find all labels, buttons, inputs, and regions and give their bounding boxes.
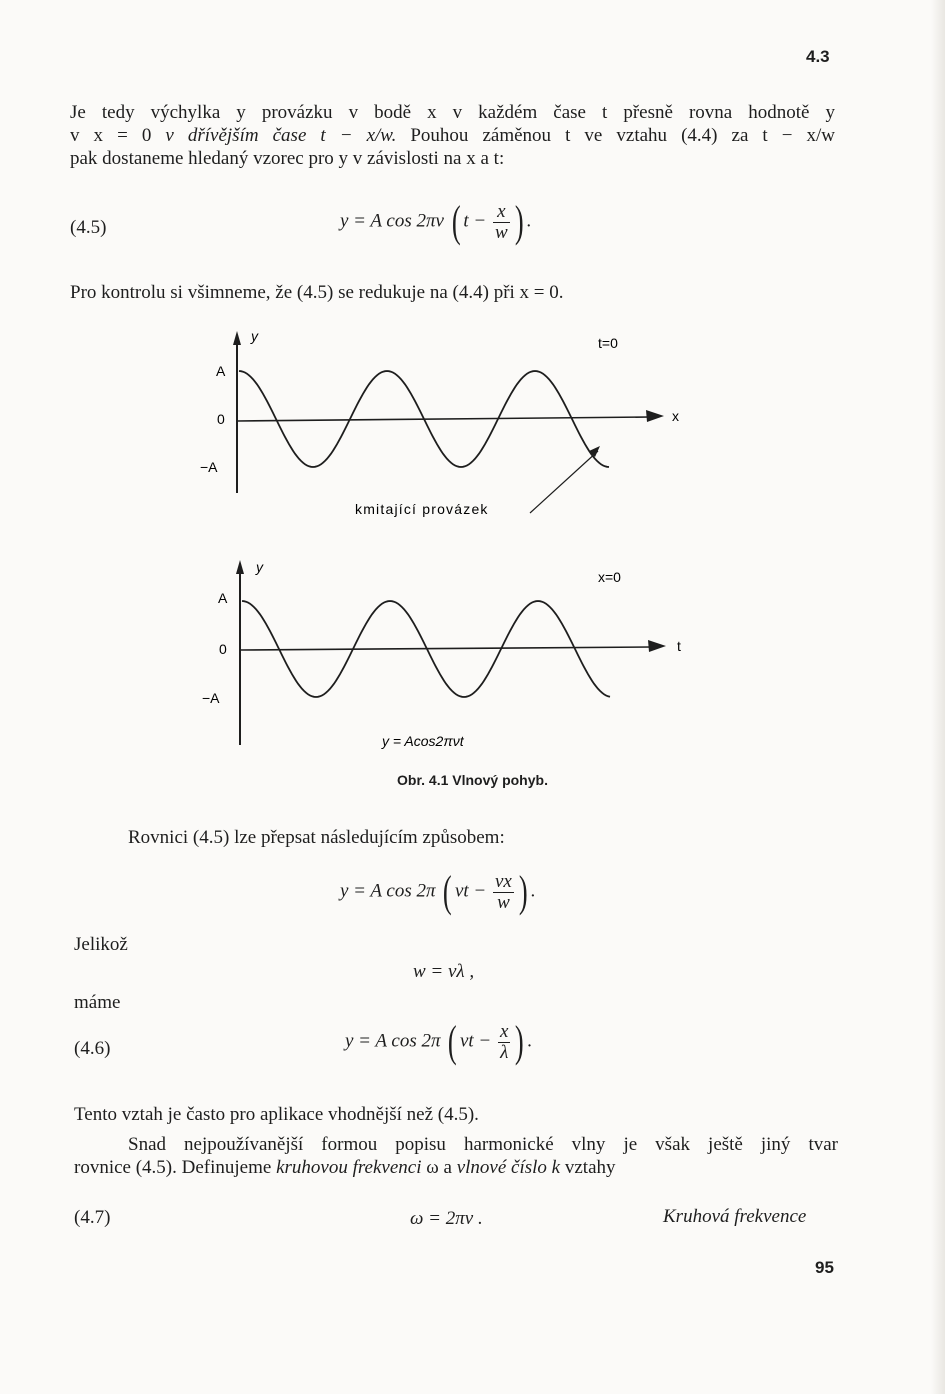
equation-4-6-lhs: y = A cos 2π: [345, 1030, 441, 1052]
equation-number-4-5: (4.5): [70, 217, 107, 238]
equation-number-4-7: (4.7): [74, 1207, 111, 1228]
fig2-formula: y = Acos2πνt: [382, 733, 464, 749]
term-vlnove-cislo: vlnové číslo k: [456, 1157, 561, 1178]
equation-rewritten-paren-close: ): [518, 867, 528, 916]
fig2-tick-minus-A: −A: [202, 690, 220, 706]
paragraph-1-line-2-italic: v dřívějším čase t − x/w.: [165, 125, 397, 146]
fig1-y-arrowhead: [233, 331, 241, 345]
paragraph-1: [70, 101, 835, 170]
equation-rewritten-inner: νt −: [454, 880, 487, 902]
paragraph-1-line-2-a: v x = 0: [70, 125, 166, 146]
equation-rewritten-paren-open: (: [443, 867, 453, 916]
paragraph-1-line-2: [70, 124, 835, 147]
equation-4-6-fraction: [498, 1022, 510, 1063]
paragraph-5-line-2: [74, 1156, 838, 1179]
fig1-annotation-arrowhead: [589, 446, 600, 457]
equation-4-5-numerator: x: [493, 202, 510, 223]
equation-4-6: [345, 1017, 532, 1066]
fig1-x-axis: [237, 417, 650, 421]
word-mame: máme: [74, 992, 121, 1013]
equation-4-6-denominator: λ: [500, 1041, 509, 1063]
section-number: 4.3: [806, 47, 830, 66]
paragraph-5-line-1: Snad nejpoužívanější formou popisu harmonické vlny je však ještě jiný tvar: [128, 1134, 838, 1155]
paragraph-2: Pro kontrolu si všimneme, že (4.5) se redukuje na (4.4) při x = 0.: [70, 282, 564, 303]
equation-4-7: ω = 2πν .: [410, 1208, 483, 1229]
paragraph-1-line-1: Je tedy výchylka y provázku v bodě x v každém čase t přesně rovna hodnotě y: [70, 102, 835, 123]
equation-4-5-denominator: w: [494, 221, 508, 243]
paragraph-1-line-3: pak dostaneme hledaný vzorec pro y v závislosti na x a t:: [70, 148, 505, 169]
fig1-annotation: kmitající provázek: [355, 501, 489, 517]
fig2-x-axis: [240, 647, 652, 650]
equation-4-5-inner: t −: [463, 210, 487, 232]
fig1-x-label: x: [672, 408, 679, 424]
fig1-x-arrowhead: [646, 410, 664, 422]
equation-rewritten-denominator: w: [497, 891, 510, 913]
fig1-annotation-line: [530, 451, 598, 513]
fig2-y-label: y: [256, 559, 263, 575]
figure-wave-vs-x: [190, 325, 710, 525]
equation-w: w = νλ ,: [413, 961, 475, 982]
fig1-tick-0: 0: [217, 411, 225, 427]
equation-4-5-paren-open: (: [451, 197, 461, 246]
equation-rewritten: [340, 867, 536, 916]
equation-rewritten-tail: .: [530, 880, 536, 902]
page-number: 95: [815, 1258, 834, 1277]
equation-4-5-tail: .: [526, 210, 532, 232]
figure-caption: Obr. 4.1 Vlnový pohyb.: [397, 772, 548, 788]
word-jelikoz: Jelikož: [74, 934, 128, 955]
fig2-condition: x=0: [598, 569, 621, 585]
equation-4-6-tail: .: [527, 1030, 532, 1052]
page-edge-shadow: [931, 0, 945, 1394]
fig2-x-arrowhead: [648, 640, 666, 652]
paragraph-4: Tento vztah je často pro aplikace vhodnější než (4.5).: [74, 1104, 479, 1125]
fig1-tick-A: A: [216, 363, 226, 379]
equation-4-6-inner: νt −: [459, 1030, 492, 1052]
equation-rewritten-lhs: y = A cos 2π: [340, 880, 436, 902]
equation-4-6-paren-close: ): [515, 1017, 525, 1066]
equation-4-5-paren-close: ): [514, 197, 524, 246]
term-kruhova-frekvence: kruhovou frekvenci: [276, 1157, 422, 1178]
equation-4-6-paren-open: (: [448, 1017, 458, 1066]
equation-4-5: [340, 197, 532, 246]
equation-rewritten-fraction: [493, 872, 514, 913]
paragraph-5: [74, 1133, 838, 1179]
paragraph-5-line-2-c: ω a: [421, 1157, 457, 1178]
fig2-tick-A: A: [218, 590, 228, 606]
paragraph-5-line-2-a: rovnice (4.5). Definujeme: [74, 1157, 277, 1178]
paragraph-1-line-2-c: Pouhou záměnou t ve vztahu (4.4) za t − x/w: [396, 125, 835, 146]
equation-4-5-lhs: y = A cos 2πν: [340, 210, 444, 232]
fig2-x-label: t: [677, 638, 681, 654]
paragraph-5-line-2-e: vztahy: [560, 1157, 616, 1178]
fig1-wave: [239, 371, 609, 467]
fig2-tick-0: 0: [219, 641, 227, 657]
margin-note-kruhova-frekvence: Kruhová frekvence: [663, 1206, 807, 1227]
figure-wave-vs-t: [190, 555, 710, 755]
fig1-condition: t=0: [598, 335, 618, 351]
fig1-y-label: y: [251, 328, 258, 344]
equation-4-5-fraction: [493, 202, 510, 243]
equation-4-6-numerator: x: [499, 1020, 509, 1042]
equation-rewritten-numerator: νx: [494, 870, 512, 892]
fig2-y-arrowhead: [236, 560, 244, 574]
fig1-tick-minus-A: −A: [200, 459, 218, 475]
equation-number-4-6: (4.6): [74, 1038, 111, 1059]
paragraph-3: Rovnici (4.5) lze přepsat následujícím způsobem:: [128, 827, 505, 848]
